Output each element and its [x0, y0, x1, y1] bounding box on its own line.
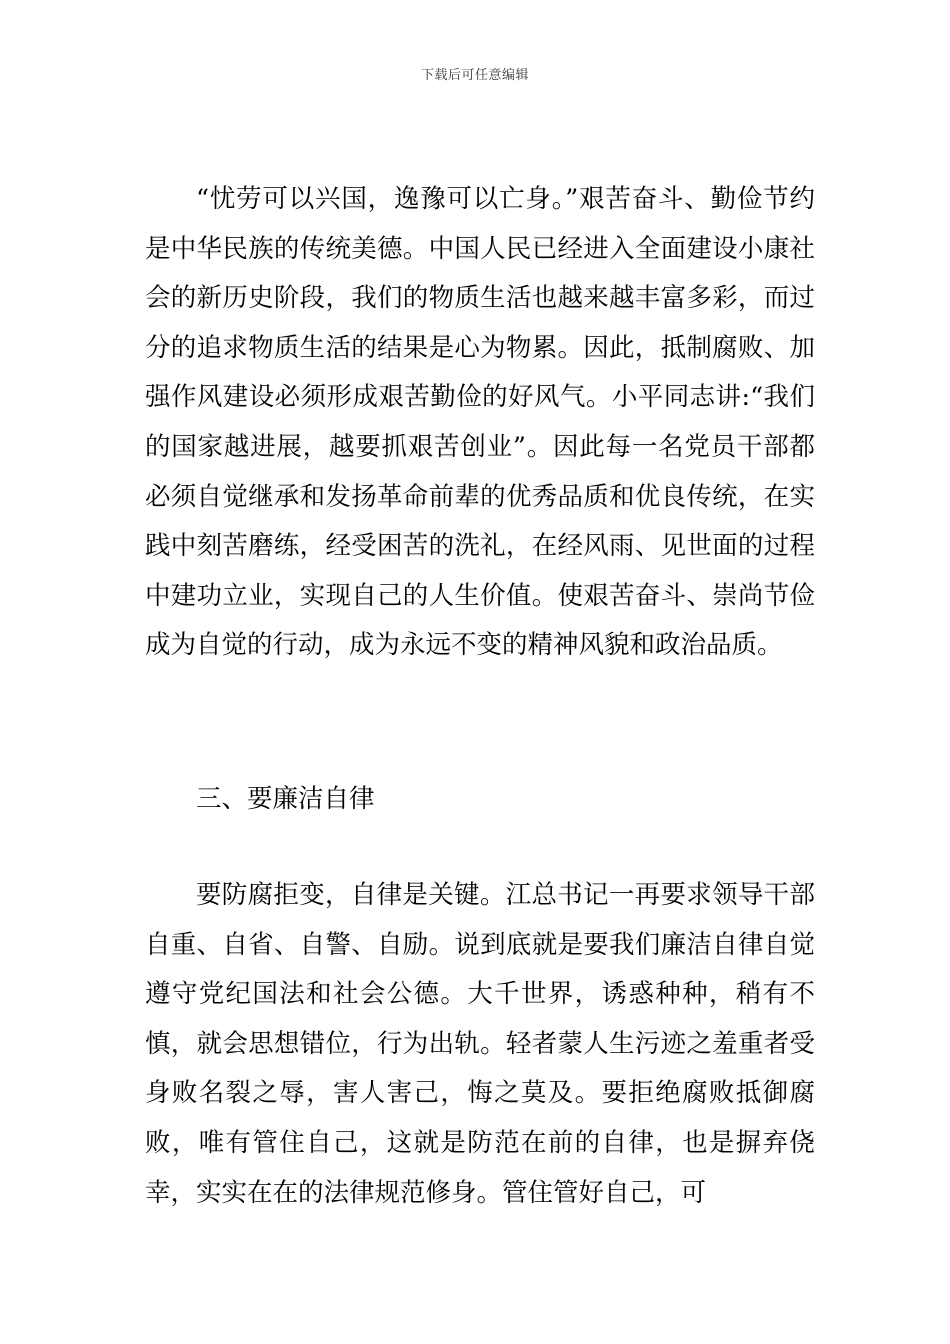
section-heading: 三、要廉洁自律	[196, 784, 375, 814]
body-paragraph-1: “忧劳可以兴国，逸豫可以亡身。”艰苦奋斗、勤俭节约是中华民族的传统美德。中国人民已经进入全面建设小康社会的新历史阶段，我们的物质生活也越来越丰富多彩，而过分的追求物质生活的结果是心为物累。因此，抵制腐败、加强作风建设必须形成艰苦勤俭的好风气。小平同志讲:“我们的国家越进展，越要抓艰苦创业”。因此每一名党员干部都必须自觉继承和发扬革命前辈的优秀品质和优良传统，在实践中刻苦磨练，经受困苦的洗礼，在经风雨、见世面的过程中建功立业，实现自己的人生价值。使艰苦奋斗、崇尚节俭成为自觉的行动，成为永远不变的精神风貌和政治品质。	[145, 184, 815, 661]
page-header: 下载后可任意编辑	[420, 68, 529, 83]
body-paragraph-2: 要防腐拒变，自律是关键。江总书记一再要求领导干部自重、自省、自警、自励。说到底就是要我们廉洁自律自觉遵守党纪国法和社会公德。大千世界，诱惑种种，稍有不慎，就会思想错位，行为出轨。轻者蒙人生污迹之羞重者受身败名裂之辱，害人害己，悔之莫及。要拒绝腐败抵御腐败，唯有管住自己，这就是防范在前的自律，也是摒弃侥幸，实实在在的法律规范修身。管住管好自己，可	[145, 880, 815, 1208]
